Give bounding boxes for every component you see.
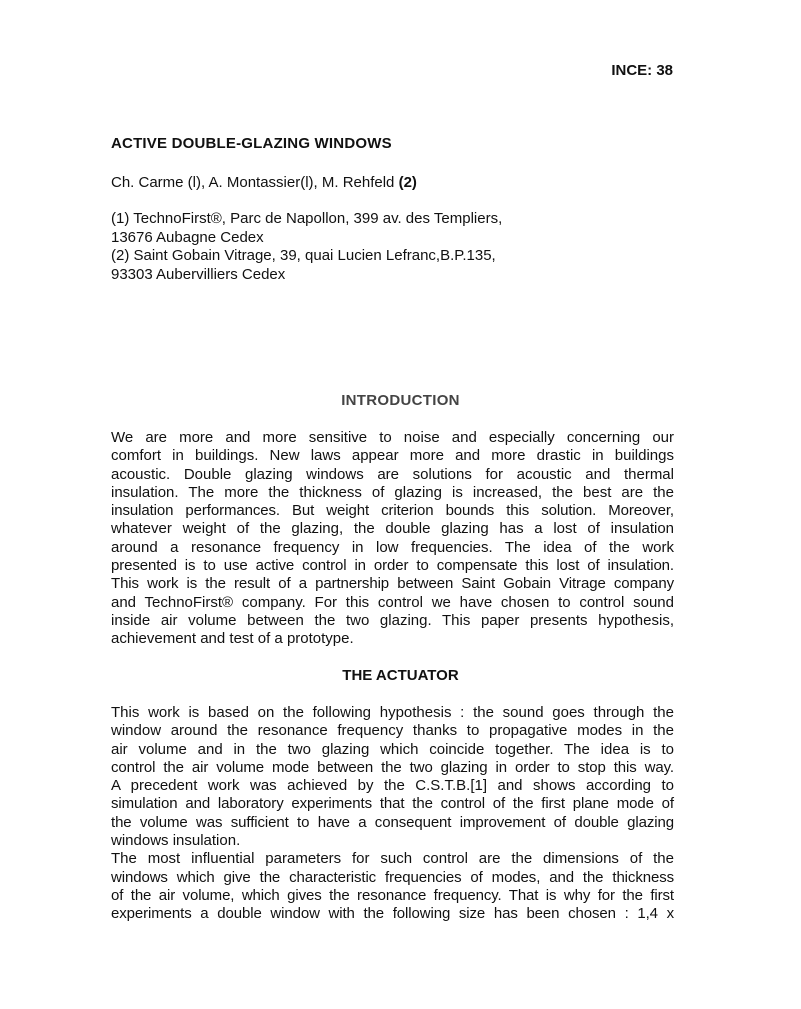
- author-names: Ch. Carme (l), A. Montassier(l), M. Rehfeld: [111, 174, 395, 191]
- section-heading-actuator: THE ACTUATOR: [342, 667, 459, 684]
- text-line: The most influential parameters for such control are the dimensions of the: [111, 850, 674, 868]
- affiliation-line: (1) TechnoFirst®, Parc de Napollon, 399 av. des Templiers,: [111, 210, 503, 227]
- paper-title: ACTIVE DOUBLE-GLAZING WINDOWS: [111, 135, 392, 152]
- affiliation-line: (2) Saint Gobain Vitrage, 39, quai Lucien Lefranc,B.P.135,: [111, 247, 496, 264]
- text-line: simulation and laboratory experiments that the control of the first plane mode of: [111, 795, 674, 813]
- text-line: insulation. The more the thickness of glazing is increased, the best are the: [111, 483, 674, 501]
- author-affiliation-marker: (2): [398, 174, 417, 191]
- affiliation-line: 93303 Aubervilliers Cedex: [111, 265, 286, 283]
- text-line: presented is to use active control in order to compensate this lost of insulation.: [111, 557, 674, 575]
- text-line: air volume and in the two glazing which coincide together. The idea is to: [111, 740, 674, 758]
- affiliations: [111, 210, 502, 284]
- text-line: This work is the result of a partnership between Saint Gobain Vitrage company: [111, 575, 674, 593]
- text-line: inside air volume between the two glazing. This paper presents hypothesis,: [111, 611, 674, 629]
- text-line: window around the resonance frequency thanks to propagative modes in the: [111, 722, 674, 740]
- text-line: around a resonance frequency in low frequencies. The idea of the work: [111, 538, 674, 556]
- text-line: the volume was sufficient to have a consequent improvement of double glazing: [111, 813, 674, 831]
- text-line: insulation performances. But weight criterion bounds this solution. Moreover,: [111, 502, 674, 520]
- text-line: whatever weight of the glazing, the double glazing has a lost of insulation: [111, 520, 674, 538]
- text-line: This work is based on the following hypothesis : the sound goes through the: [111, 704, 674, 721]
- text-line: comfort in buildings. New laws appear more and more drastic in buildings: [111, 447, 674, 465]
- text-line: acoustic. Double glazing windows are solutions for acoustic and thermal: [111, 465, 674, 483]
- introduction-paragraph: [111, 429, 674, 649]
- text-line: of the air volume, which gives the resonance frequency. That is why for the first: [111, 886, 674, 904]
- section-heading-introduction: INTRODUCTION: [341, 392, 460, 409]
- text-line: windows insulation.: [111, 832, 241, 850]
- text-line: and TechnoFirst® company. For this control we have chosen to control sound: [111, 593, 674, 611]
- text-line: experiments a double window with the following size has been chosen : 1,4 x: [111, 905, 674, 923]
- text-line: achievement and test of a prototype.: [111, 630, 354, 648]
- actuator-paragraph: [111, 704, 674, 924]
- text-line: control the air volume mode between the two glazing in order to stop this way.: [111, 758, 674, 776]
- text-line: windows which give the characteristic frequencies of modes, and the thickness: [111, 868, 674, 886]
- text-line: A precedent work was achieved by the C.S.T.B.[1] and shows according to: [111, 777, 674, 795]
- text-line: We are more and more sensitive to noise and especially concerning our: [111, 429, 674, 446]
- affiliation-line: 13676 Aubagne Cedex: [111, 228, 264, 246]
- conference-id: INCE: 38: [611, 62, 673, 79]
- author-list: [111, 174, 417, 191]
